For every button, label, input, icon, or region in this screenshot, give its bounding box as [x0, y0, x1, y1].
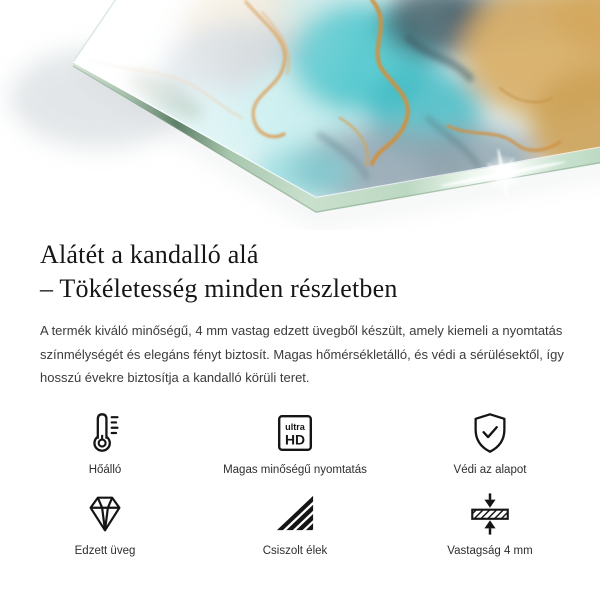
shield-check-icon	[467, 409, 513, 457]
feature-heat-resistant	[40, 409, 170, 476]
svg-text:HD: HD	[284, 431, 306, 447]
section-body-text: A termék kiváló minőségű, 4 mm vastag edzett üvegből készült, amely kiemeli a nyomtatás színmélységét és elegáns fényt biztosít. Magas hőmérsékletálló, és védi a sérülésektől, így hosszú évekre biztosítja a kandalló körüli teret.	[40, 323, 564, 385]
title-line-1: Alátét a kandalló alá	[40, 240, 259, 269]
feature-label: Vastagság 4 mm	[447, 544, 533, 557]
feature-label: Edzett üveg	[74, 544, 136, 557]
feature-base-protection	[420, 409, 560, 476]
feature-tempered-glass	[40, 490, 170, 557]
svg-text:ultra: ultra	[285, 421, 305, 432]
feature-label: Védi az alapot	[453, 463, 527, 476]
thermometer-icon	[82, 409, 128, 457]
features-grid	[40, 409, 560, 557]
product-photo	[0, 0, 600, 230]
diamond-icon	[82, 490, 128, 538]
ultra-hd-icon	[272, 409, 318, 457]
thickness-icon	[467, 490, 513, 538]
section-title	[40, 238, 560, 306]
feature-print-quality	[185, 409, 405, 476]
feature-thickness	[420, 490, 560, 557]
feature-label: Magas minőségű nyomtatás	[223, 463, 367, 476]
feature-polished-edges	[185, 490, 405, 557]
feature-label: Hőálló	[88, 463, 122, 476]
glass-panel-image	[0, 0, 600, 230]
title-line-2: – Tökéletesség minden részletben	[40, 274, 398, 303]
description-content	[0, 238, 600, 557]
polished-edges-icon	[272, 490, 318, 538]
feature-label: Csiszolt élek	[262, 544, 328, 557]
